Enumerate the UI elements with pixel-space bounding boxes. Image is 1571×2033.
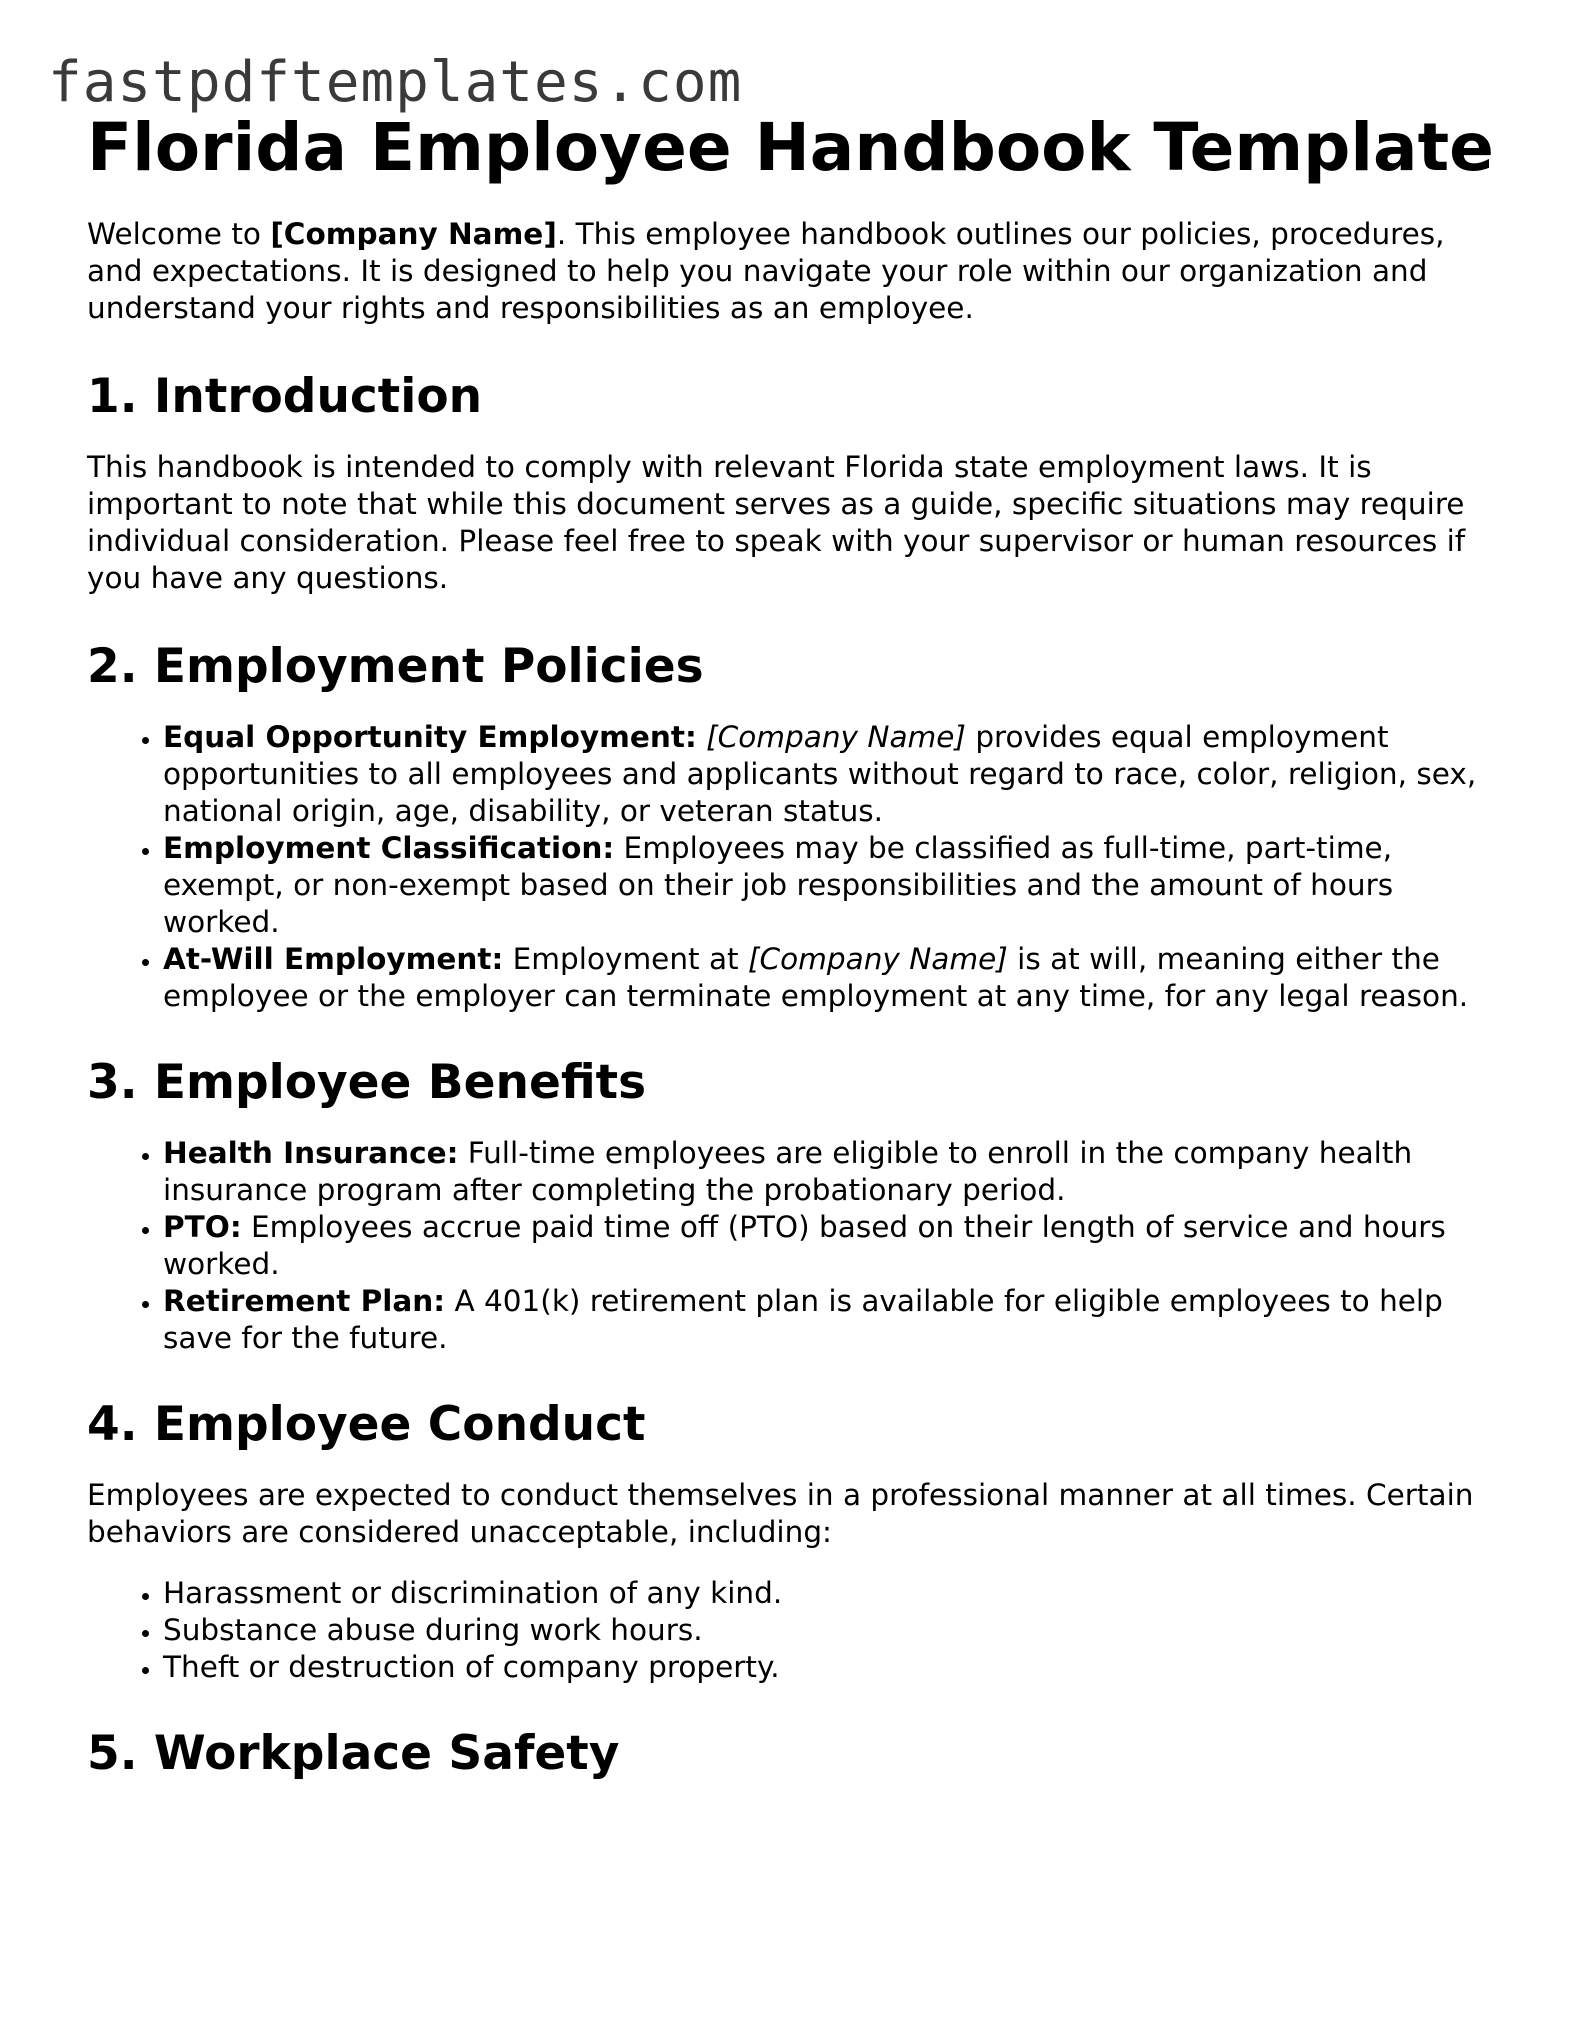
benefits-list (87, 1135, 1487, 1357)
benefit-text: A 401(k) retirement plan is available for eligible employees to help save for the future. (163, 1284, 1443, 1355)
conduct-heading: 4. Employee Conduct (87, 1397, 646, 1452)
benefit-text: Employees accrue paid time off (PTO) based on their length of service and hours worked. (163, 1210, 1446, 1281)
policy-pre: Employment at (503, 942, 748, 976)
policies-heading: 2. Employment Policies (87, 639, 704, 694)
introduction-text: This handbook is intended to comply with relevant Florida state employment laws. It is important to note that while this document serves as a guide, specific situations may require individual consideration. Please feel free to speak with your supervisor or human resources if you have any questions. (87, 450, 1466, 595)
benefit-label: PTO: (163, 1210, 242, 1244)
benefit-item-pto (163, 1209, 1487, 1283)
conduct-item: • Harassment or discrimination of any kind. (163, 1575, 1487, 1612)
policy-label: At-Will Employment: (163, 942, 504, 976)
policy-label: Employment Classification: (163, 831, 615, 865)
policy-item-equal-opportunity (163, 719, 1487, 830)
policy-text: is at will, meaning either the employee or the employer can terminate employment at any time, for any legal reason. (163, 942, 1469, 1013)
policy-company-name: [Company Name] (748, 942, 1008, 976)
benefit-label: Health Insurance: (163, 1136, 459, 1170)
benefit-label: Retirement Plan: (163, 1284, 446, 1318)
benefits-heading: 3. Employee Benefits (87, 1055, 647, 1110)
document-body (87, 108, 1494, 1806)
policy-text: provides equal employment opportunities to all employees and applicants without regard to race, color, religion, sex, national origin, age, disability, or veteran status. (163, 720, 1477, 828)
conduct-text: Employees are expected to conduct themselves in a professional manner at all times. Certain behaviors are considered unacceptable, including: (87, 1478, 1474, 1549)
intro-company-name: [Company Name] (270, 217, 557, 251)
benefit-text: Full-time employees are eligible to enroll in the company health insurance program after completing the probationary period. (163, 1136, 1413, 1207)
conduct-list (87, 1575, 1487, 1686)
policies-list (87, 719, 1487, 1015)
introduction-heading: 1. Introduction (87, 369, 483, 424)
intro-paragraph (87, 216, 1487, 327)
policy-label: Equal Opportunity Employment: (163, 720, 697, 754)
conduct-item: • Substance abuse during work hours. (163, 1612, 1487, 1649)
conduct-item: • Theft or destruction of company property. (163, 1649, 1487, 1686)
policy-text: Employees may be classified as full-time, part-time, exempt, or non-exempt based on their job responsibilities and the amount of hours worked. (163, 831, 1394, 939)
safety-heading: 5. Workplace Safety (87, 1726, 620, 1781)
benefit-item-retirement (163, 1283, 1487, 1357)
policy-item-at-will (163, 941, 1487, 1015)
policy-company-name: [Company Name] (706, 720, 966, 754)
watermark: fastpdftemplates.com (48, 50, 743, 115)
benefit-item-health (163, 1135, 1487, 1209)
policy-item-classification (163, 830, 1487, 941)
intro-post: . This employee handbook outlines our policies, procedures, and expectations. It is designed to help you navigate your role within our organization and understand your rights and responsibilities as an employee. (87, 217, 1445, 325)
document-title: Florida Employee Handbook Template (87, 109, 1494, 186)
intro-pre: Welcome to (87, 217, 271, 251)
